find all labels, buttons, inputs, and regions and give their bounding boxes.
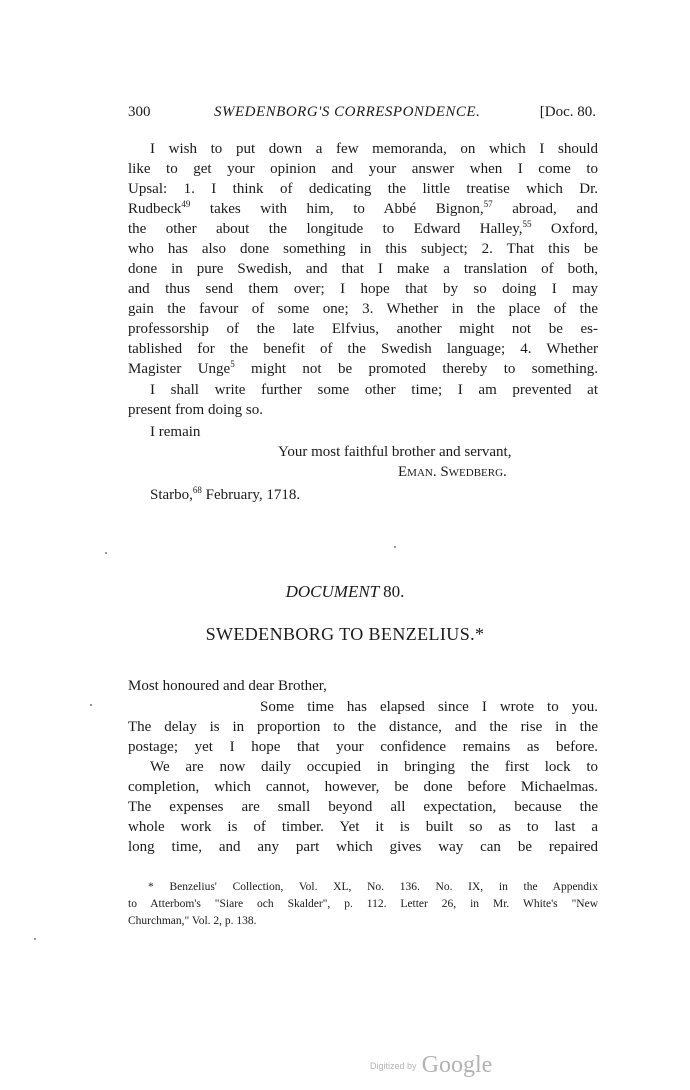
letter-line: the other about the longitude to Edward Halley,$^{55}$ Oxford, [128,219,598,237]
running-header [128,104,596,126]
document-reference: [Doc. 80. [539,104,596,120]
place-date: Starbo,$^{68}$ February, 1718. [150,485,301,503]
document-number: 80. [383,582,405,601]
letter-line: professorship of the late Elfvius, another might not be es- [128,321,598,337]
footnote-ref: 57 [483,199,493,209]
scan-speck [34,938,36,940]
letter-line: I wish to put down a few memoranda, on which I should [150,141,598,157]
document-number-label: DOCUMENT [285,582,380,601]
footnote-line: to Atterbom's "Siare och Skalder", p. 112. Letter 26, in Mr. White's "New [128,898,598,910]
letter-line: Magister Unge$^5$ might not be promoted thereby to something. [128,359,598,377]
letter-line: and thus send them over; I hope that by so doing I may [128,281,598,297]
body-line: The expenses are small beyond all expectation, because the [128,799,598,815]
footnote-ref: 55 [522,219,532,229]
letter-line: Upsal: 1. I think of dedicating the little treatise which Dr. [128,181,598,197]
footnote-line: * Benzelius' Collection, Vol. XL, No. 136. No. IX, in the Appendix [148,881,598,893]
letter-line: present from doing so. [128,402,263,418]
body-line: The delay is in proportion to the distance, and the rise in the [128,719,598,735]
letter-line: I shall write further some other time; I am prevented at [150,382,598,398]
body-line: long time, and any part which gives way can be repaired [128,839,598,855]
letter-line: who has also done something in this subject; 2. That this be [128,241,598,257]
letter-line: Rudbeck$^{49}$ takes with him, to Abbé Bignon,$^{57}$ abroad, and [128,199,598,217]
scan-speck [394,546,396,548]
signature: Eman. Swedberg. [398,464,507,480]
document-heading [0,582,690,602]
body-line: We are now daily occupied in bringing the first lock to [150,759,598,775]
footnote-ref: 68 [192,485,202,495]
scan-speck [90,704,92,706]
body-line: completion, which cannot, however, be done before Michaelmas. [128,779,598,795]
body-line: Some time has elapsed since I wrote to you. [260,699,598,715]
letter-line: tablished for the benefit of the Swedish language; 4. Whether [128,341,598,357]
digitized-watermark [370,1052,492,1079]
letter-line: gain the favour of some one; 3. Whether in the place of the [128,301,598,317]
footnote-line: Churchman," Vol. 2, p. 138. [128,915,257,927]
closing-line: Your most faithful brother and servant, [278,444,512,460]
page-number: 300 [128,104,151,120]
running-title: SWEDENBORG'S CORRESPONDENCE. [214,104,481,120]
body-line: whole work is of timber. Yet it is built so as to last a [128,819,598,835]
google-logo: Google [421,1052,493,1078]
salutation: Most honoured and dear Brother, [128,678,327,694]
scan-speck [105,552,107,554]
footnote-ref: 5 [230,359,235,369]
body-line: postage; yet I hope that your confidence remains as before. [128,739,598,755]
letter-line: done in pure Swedish, and that I make a translation of both, [128,261,598,277]
letter-line: like to get your opinion and your answer when I come to [128,161,598,177]
letter-line: I remain [150,424,201,440]
digitized-by-label: Digitized by [370,1061,417,1071]
footnote-ref: 49 [181,199,191,209]
document-title: SWEDENBORG TO BENZELIUS.* [205,624,485,644]
